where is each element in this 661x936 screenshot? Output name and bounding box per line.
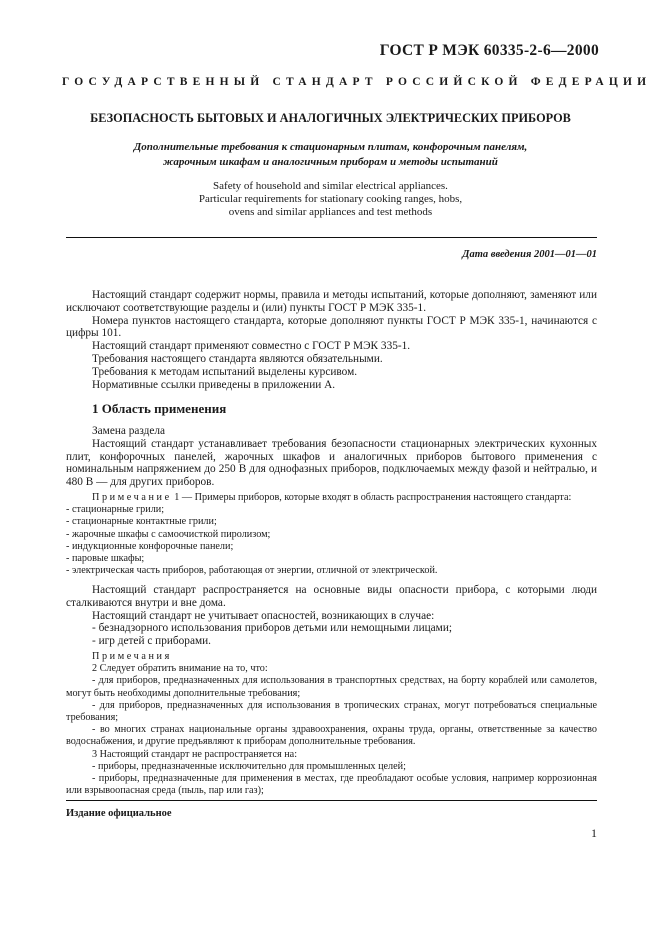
section-heading: 1 Область применения: [92, 401, 227, 416]
paragraph: Замена раздела: [92, 425, 166, 437]
list-item: - приборы, предназначенные для применения в местах, где преобладают особые условия, например коррозионная или взрывоопасная среда (пыль, пар или газ);: [66, 773, 597, 797]
document-title: БЕЗОПАСНОСТЬ БЫТОВЫХ И АНАЛОГИЧНЫХ ЭЛЕКТРИЧЕСКИХ ПРИБОРОВ: [90, 111, 571, 125]
notes-block: [66, 651, 597, 797]
english-title-line: ovens and similar appliances and test methods: [228, 206, 433, 218]
english-title-line: Safety of household and similar electrical appliances.: [213, 180, 448, 192]
list-item: - индукционные конфорочные панели;: [66, 540, 234, 552]
document-number: ГОСТ Р МЭК 60335-2-6—2000: [379, 42, 599, 59]
list-item: - паровые шкафы;: [66, 553, 145, 565]
list-item: - стационарные контактные грили;: [66, 516, 217, 528]
state-standard-header: ГОСУДАРСТВЕННЫЙ СТАНДАРТ РОССИЙСКОЙ ФЕДЕРАЦИИ: [62, 76, 652, 88]
section-heading-block: [66, 403, 597, 416]
page-number: 1: [591, 826, 597, 840]
note-paragraph: 2 Следует обратить внимание на то, что:: [92, 663, 268, 675]
notes-heading: [66, 651, 597, 663]
note-text: 1 — Примеры приборов, которые входят в область распространения настоящего стандарта:: [171, 492, 572, 503]
paragraph: Настоящий стандарт содержит нормы, правила и методы испытаний, которые дополняют, заменяют или исключают соответствующие разделы и (или) пункты ГОСТ Р МЭК 335-1.: [66, 289, 597, 314]
edition-label: Издание официальное: [66, 808, 172, 819]
introduction-date: Дата введения 2001—01—01: [462, 249, 597, 260]
list-item: - электрическая часть приборов, работающая от энергии, отличной от электрической.: [66, 565, 438, 577]
list-item: - во многих странах национальные органы здравоохранения, охраны труда, органы, ответственные за качество водоснабжения, и другие предъявляют к приборам дополнительные требования.: [66, 724, 597, 748]
english-title: [60, 180, 601, 219]
list-item: - игр детей с приборами.: [92, 635, 211, 648]
notes-label: Примечания: [92, 651, 172, 662]
paragraph: Настоящий стандарт применяют совместно с ГОСТ Р МЭК 335-1.: [92, 340, 411, 353]
list-item: - жарочные шкафы с самоочисткой пиролизом;: [66, 528, 271, 540]
paragraph: Настоящий стандарт не учитывает опасностей, возникающих в случае:: [92, 609, 435, 622]
note-1-block: [66, 492, 597, 577]
document-subtitle: [60, 140, 601, 170]
note-label: Примечание: [92, 492, 172, 503]
hazards-block: [66, 584, 597, 648]
footer-divider: [66, 800, 597, 801]
paragraph: Нормативные ссылки приведены в приложении А.: [92, 378, 336, 391]
list-item: - безнадзорного использования приборов детьми или немощными лицами;: [92, 622, 453, 635]
list-item: - для приборов, предназначенных для использования в тропических странах, могут потребоваться специальные требования;: [66, 699, 597, 724]
intro-block: [66, 289, 597, 391]
list-item: - стационарные грили;: [66, 504, 165, 516]
paragraph: Требования настоящего стандарта являются обязательными.: [92, 352, 383, 365]
list-item: - для приборов, предназначенных для использования в транспортных средствах, на борту кораблей или самолетов, могут быть необходимы дополнительные требования;: [66, 675, 597, 699]
english-title-line: Particular requirements for stationary cooking ranges, hobs,: [198, 193, 463, 205]
subtitle-line: жарочным шкафам и аналогичным приборам и методы испытаний: [163, 156, 498, 168]
paragraph: Номера пунктов настоящего стандарта, которые дополняют пункты ГОСТ Р МЭК 335-1, начинаются с цифры 101.: [66, 314, 597, 340]
scope-block: [66, 425, 597, 489]
note-paragraph: 3 Настоящий стандарт не распространяется на:: [92, 748, 298, 760]
paragraph: Требования к методам испытаний выделены курсивом.: [92, 365, 358, 378]
note-paragraph: [66, 492, 597, 504]
paragraph: Настоящий стандарт устанавливает требования безопасности стационарных электрических кухонных плит, конфорочных панелей, жарочных шкафов и аналогичных приборов бытового применения с номинальным напряжением до 250 В для однофазных приборов, подключаемых между фазой и нейтралью, и 480 В — для других приборов.: [66, 437, 597, 489]
paragraph: Настоящий стандарт распространяется на основные виды опасности прибора, с которыми люди сталкиваются внутри и вне дома.: [66, 584, 597, 609]
list-item: - приборы, предназначенные исключительно для промышленных целей;: [92, 760, 406, 772]
header-divider: [66, 237, 597, 238]
subtitle-line: Дополнительные требования к стационарным плитам, конфорочным панелям,: [133, 141, 528, 153]
